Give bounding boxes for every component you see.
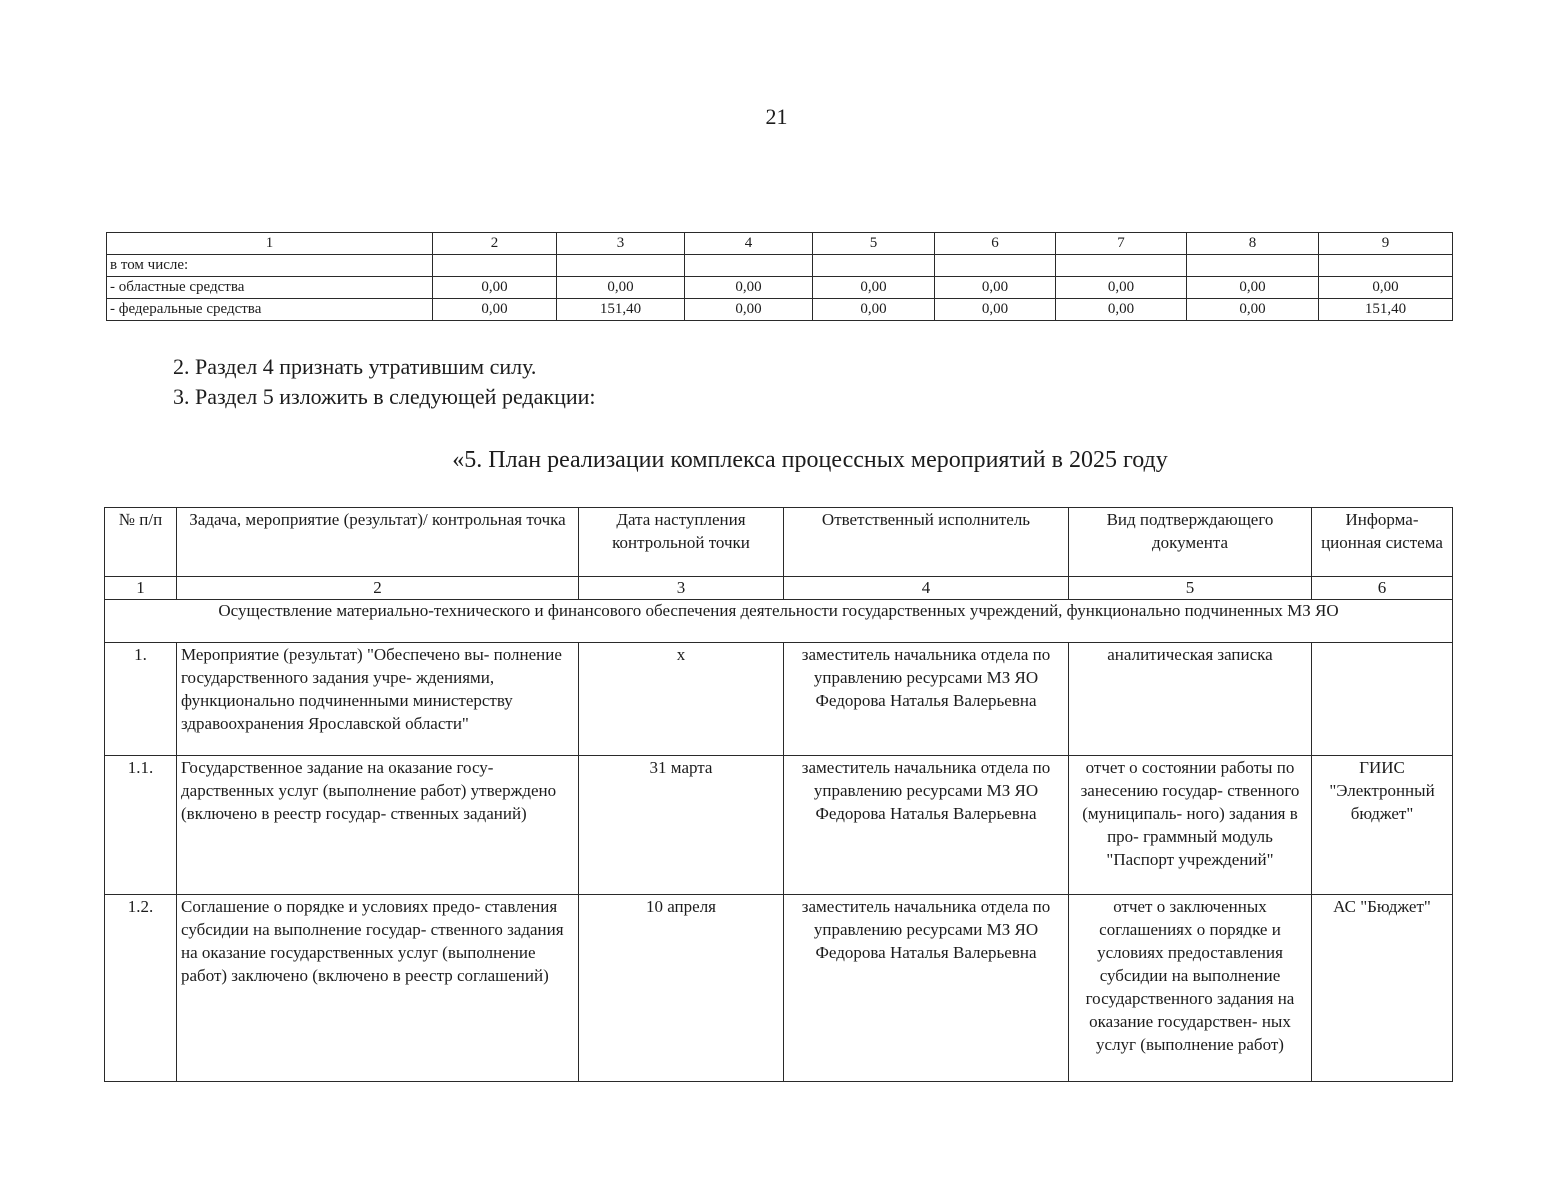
header-cell: Ответственный исполнитель xyxy=(784,508,1069,577)
header-cell: Задача, мероприятие (результат)/ контрольная точка xyxy=(177,508,579,577)
value-cell: 0,00 xyxy=(1056,277,1187,299)
value-cell: 151,40 xyxy=(557,299,685,321)
header-cell: 8 xyxy=(1187,233,1319,255)
plan-table xyxy=(104,507,1453,1082)
row-label: - федеральные средства xyxy=(107,299,433,321)
header-cell: № п/п xyxy=(105,508,177,577)
paragraph-section-4: 2. Раздел 4 признать утратившим силу. xyxy=(173,354,537,379)
row-number: 1.2. xyxy=(105,895,177,1082)
value-cell xyxy=(1056,255,1187,277)
row-label: - областные средства xyxy=(107,277,433,299)
header-cell: 5 xyxy=(813,233,935,255)
value-cell: 0,00 xyxy=(935,299,1056,321)
date-cell: 31 марта xyxy=(579,756,784,895)
column-number: 5 xyxy=(1069,577,1312,600)
header-cell: 7 xyxy=(1056,233,1187,255)
table-row xyxy=(105,643,1453,756)
table-row xyxy=(107,299,1453,321)
document-cell: отчет о состоянии работы по занесению государ- ственного (муниципаль- ного) задания в про- граммный модуль "Паспорт учреждений" xyxy=(1069,756,1312,895)
value-cell: 0,00 xyxy=(813,299,935,321)
header-cell: 4 xyxy=(685,233,813,255)
value-cell xyxy=(1319,255,1453,277)
value-cell: 0,00 xyxy=(433,299,557,321)
system-cell: ГИИС "Электронный бюджет" xyxy=(1312,756,1453,895)
header-cell: Вид подтверждающего документа xyxy=(1069,508,1312,577)
row-number: 1. xyxy=(105,643,177,756)
value-cell: 0,00 xyxy=(1187,299,1319,321)
finance-table-header-row xyxy=(107,233,1453,255)
value-cell: 0,00 xyxy=(1056,299,1187,321)
value-cell: 0,00 xyxy=(685,299,813,321)
document-cell: отчет о заключенных соглашениях о порядке и условиях предоставления субсидии на выполнение государственного задания на оказание государствен- ных услуг (выполнение работ) xyxy=(1069,895,1312,1082)
value-cell xyxy=(685,255,813,277)
task-cell: Соглашение о порядке и условиях предо- ставления субсидии на выполнение государ- ственного задания на оказание государственных услуг (выполнение работ) заключено (включено в реестр соглашений) xyxy=(177,895,579,1082)
paragraph-section-5: 3. Раздел 5 изложить в следующей редакции: xyxy=(173,384,596,409)
header-cell: Информа- ционная система xyxy=(1312,508,1453,577)
group-title-row xyxy=(105,600,1453,643)
table-row xyxy=(107,277,1453,299)
plan-table-header-row xyxy=(105,508,1453,577)
value-cell: 0,00 xyxy=(685,277,813,299)
row-label: в том числе: xyxy=(107,255,433,277)
value-cell xyxy=(557,255,685,277)
column-numbers-row xyxy=(105,577,1453,600)
value-cell: 151,40 xyxy=(1319,299,1453,321)
value-cell xyxy=(813,255,935,277)
column-number: 2 xyxy=(177,577,579,600)
value-cell xyxy=(433,255,557,277)
column-number: 3 xyxy=(579,577,784,600)
value-cell: 0,00 xyxy=(1319,277,1453,299)
page-number: 21 xyxy=(765,104,788,129)
header-cell: 6 xyxy=(935,233,1056,255)
column-number: 4 xyxy=(784,577,1069,600)
value-cell: 0,00 xyxy=(433,277,557,299)
section-title: «5. План реализации комплекса процессных мероприятий в 2025 году xyxy=(452,447,1168,473)
value-cell: 0,00 xyxy=(813,277,935,299)
date-cell: 10 апреля xyxy=(579,895,784,1082)
column-number: 1 xyxy=(105,577,177,600)
executor-cell: заместитель начальника отдела по управлению ресурсами МЗ ЯО Федорова Наталья Валерьевна xyxy=(784,895,1069,1082)
executor-cell: заместитель начальника отдела по управлению ресурсами МЗ ЯО Федорова Наталья Валерьевна xyxy=(784,643,1069,756)
value-cell xyxy=(935,255,1056,277)
value-cell: 0,00 xyxy=(1187,277,1319,299)
table-row xyxy=(107,255,1453,277)
header-cell: Дата наступления контрольной точки xyxy=(579,508,784,577)
value-cell: 0,00 xyxy=(557,277,685,299)
task-cell: Мероприятие (результат) "Обеспечено вы- полнение государственного задания учре- ждениями, функционально подчиненными министерству здравоохранения Ярославской области" xyxy=(177,643,579,756)
header-cell: 2 xyxy=(433,233,557,255)
value-cell: 0,00 xyxy=(935,277,1056,299)
header-cell: 9 xyxy=(1319,233,1453,255)
column-number: 6 xyxy=(1312,577,1453,600)
group-title: Осуществление материально-технического и финансового обеспечения деятельности государственных учреждений, функционально подчиненных МЗ ЯО xyxy=(105,600,1453,643)
row-number: 1.1. xyxy=(105,756,177,895)
system-cell xyxy=(1312,643,1453,756)
date-cell: х xyxy=(579,643,784,756)
table-row xyxy=(105,756,1453,895)
table-row xyxy=(105,895,1453,1082)
header-cell: 1 xyxy=(107,233,433,255)
system-cell: АС "Бюджет" xyxy=(1312,895,1453,1082)
value-cell xyxy=(1187,255,1319,277)
document-cell: аналитическая записка xyxy=(1069,643,1312,756)
header-cell: 3 xyxy=(557,233,685,255)
task-cell: Государственное задание на оказание госу- дарственных услуг (выполнение работ) утверждено (включено в реестр государ- ственных заданий) xyxy=(177,756,579,895)
executor-cell: заместитель начальника отдела по управлению ресурсами МЗ ЯО Федорова Наталья Валерьевна xyxy=(784,756,1069,895)
finance-table xyxy=(106,232,1453,321)
